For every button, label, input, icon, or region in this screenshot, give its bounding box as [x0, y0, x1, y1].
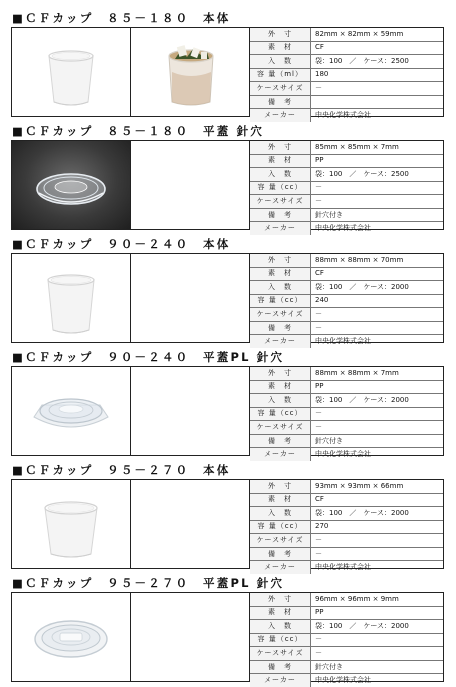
empty-photo-cell — [131, 593, 250, 681]
white-cup-photo — [12, 28, 130, 116]
spec-row — [250, 308, 443, 322]
spec-row — [250, 208, 443, 222]
spec-label: 素 材 — [250, 606, 311, 620]
spec-row — [250, 335, 443, 348]
spec-row — [250, 281, 443, 295]
empty-photo-cell — [131, 367, 250, 455]
spec-value: 袋：100 ／ ケース：2500 — [311, 168, 444, 182]
product-card — [11, 253, 444, 346]
spec-value: 袋：100 ／ ケース：2500 — [311, 55, 444, 69]
section-title: ■ＣＦカップ ８５－１８０ 平蓋 針穴 — [12, 124, 265, 138]
spec-table — [250, 367, 443, 461]
spec-label: 外 寸 — [250, 28, 311, 41]
spec-value: 中央化学株式会社 — [315, 337, 371, 346]
spec-row — [250, 561, 443, 574]
spec-value: － — [311, 534, 444, 548]
spec-label: 入 数 — [250, 55, 311, 69]
spec-value: 針穴付き — [311, 660, 444, 674]
spec-label: メーカー — [250, 222, 311, 235]
spec-label: 入 数 — [250, 394, 311, 408]
spec-row — [250, 294, 443, 308]
spec-row — [250, 28, 443, 41]
product-photo — [12, 141, 131, 229]
clear-lid-photo — [12, 367, 130, 455]
product-photo — [12, 480, 131, 568]
spec-label: 外 寸 — [250, 593, 311, 606]
spec-label: メーカー — [250, 674, 311, 687]
spec-label: 容 量（cc） — [250, 633, 311, 647]
spec-value: － — [311, 547, 444, 561]
spec-row — [250, 593, 443, 606]
spec-row — [250, 660, 443, 674]
spec-label: 外 寸 — [250, 141, 311, 154]
spec-value: 中央化学株式会社 — [315, 111, 371, 120]
spec-row — [250, 68, 443, 82]
product-card — [11, 27, 444, 120]
spec-label: 素 材 — [250, 380, 311, 394]
spec-row — [250, 493, 443, 507]
spec-row — [250, 181, 443, 195]
spec-value: － — [311, 195, 444, 209]
spec-value: 針穴付き — [311, 434, 444, 448]
spec-value: 針穴付き — [311, 208, 444, 222]
spec-value: 180 — [311, 68, 444, 82]
spec-row — [250, 55, 443, 69]
spec-value: － — [311, 308, 444, 322]
spec-label: 備 考 — [250, 547, 311, 561]
spec-value: 中央化学株式会社 — [315, 563, 371, 572]
spec-value: 中央化学株式会社 — [315, 224, 371, 233]
spec-row — [250, 448, 443, 461]
spec-label: 容 量（cc） — [250, 181, 311, 195]
spec-row — [250, 633, 443, 647]
spec-value: 袋：100 ／ ケース：2000 — [311, 281, 444, 295]
spec-value: 96mm × 96mm × 9mm — [311, 593, 444, 606]
spec-label: ケースサイズ — [250, 421, 311, 435]
spec-row — [250, 321, 443, 335]
spec-label: 備 考 — [250, 434, 311, 448]
clear-lid-photo — [12, 141, 130, 229]
spec-label: 容 量（ml） — [250, 68, 311, 82]
spec-label: 備 考 — [250, 321, 311, 335]
white-cup-photo — [12, 480, 130, 568]
spec-label: 入 数 — [250, 620, 311, 634]
spec-label: 入 数 — [250, 281, 311, 295]
empty-photo-cell — [131, 254, 250, 342]
spec-label: 容 量（cc） — [250, 294, 311, 308]
spec-value: － — [311, 647, 444, 661]
spec-row — [250, 480, 443, 493]
spec-label: 備 考 — [250, 660, 311, 674]
spec-table — [250, 480, 443, 574]
spec-label: 素 材 — [250, 41, 311, 55]
spec-value: － — [311, 82, 444, 96]
miso-soup-photo — [131, 28, 249, 116]
spec-row — [250, 606, 443, 620]
spec-value: － — [311, 181, 444, 195]
product-photo — [12, 593, 131, 681]
section-title: ■ＣＦカップ ９０－２４０ 平蓋PL 針穴 — [12, 350, 285, 364]
spec-row — [250, 620, 443, 634]
spec-label: 入 数 — [250, 168, 311, 182]
spec-label: 素 材 — [250, 493, 311, 507]
spec-row — [250, 41, 443, 55]
product-card — [11, 479, 444, 572]
spec-table — [250, 28, 443, 122]
spec-row — [250, 421, 443, 435]
spec-row — [250, 407, 443, 421]
spec-label: ケースサイズ — [250, 647, 311, 661]
spec-row — [250, 95, 443, 109]
spec-label: ケースサイズ — [250, 308, 311, 322]
product-card — [11, 366, 444, 459]
section-title: ■ＣＦカップ ９５－２７０ 本体 — [12, 463, 231, 477]
spec-value: CF — [311, 493, 444, 507]
spec-value: PP — [311, 606, 444, 620]
spec-value: 袋：100 ／ ケース：2000 — [311, 394, 444, 408]
spec-row — [250, 647, 443, 661]
spec-value: PP — [311, 380, 444, 394]
spec-label: メーカー — [250, 561, 311, 574]
spec-value: CF — [311, 41, 444, 55]
spec-label: メーカー — [250, 109, 311, 122]
spec-label: 外 寸 — [250, 480, 311, 493]
clear-lid-photo — [12, 593, 130, 681]
spec-value: 88mm × 88mm × 70mm — [311, 254, 444, 267]
spec-table — [250, 141, 443, 235]
spec-value: 88mm × 88mm × 7mm — [311, 367, 444, 380]
spec-row — [250, 82, 443, 96]
spec-row — [250, 434, 443, 448]
empty-photo-cell — [131, 480, 250, 568]
spec-row — [250, 154, 443, 168]
product-photo — [12, 254, 131, 342]
product-card — [11, 140, 444, 233]
spec-value — [311, 95, 444, 109]
white-cup-photo — [12, 254, 130, 342]
spec-label: 外 寸 — [250, 367, 311, 380]
spec-row — [250, 109, 443, 122]
spec-label: 容 量（cc） — [250, 407, 311, 421]
spec-value: － — [311, 407, 444, 421]
spec-row — [250, 380, 443, 394]
spec-row — [250, 547, 443, 561]
spec-row — [250, 507, 443, 521]
spec-value: 袋：100 ／ ケース：2000 — [311, 620, 444, 634]
spec-label: メーカー — [250, 448, 311, 461]
spec-label: 外 寸 — [250, 254, 311, 267]
spec-label: 備 考 — [250, 95, 311, 109]
spec-value: － — [311, 633, 444, 647]
product-photo — [12, 28, 131, 116]
section-title: ■ＣＦカップ ８５－１８０ 本体 — [12, 11, 231, 25]
spec-value: 270 — [311, 520, 444, 534]
spec-value: 85mm × 85mm × 7mm — [311, 141, 444, 154]
spec-row — [250, 222, 443, 235]
spec-value: 中央化学株式会社 — [315, 676, 371, 685]
section-title: ■ＣＦカップ ９０－２４０ 本体 — [12, 237, 231, 251]
spec-value: 82mm × 82mm × 59mm — [311, 28, 444, 41]
spec-value: 中央化学株式会社 — [315, 450, 371, 459]
spec-value: 240 — [311, 294, 444, 308]
spec-row — [250, 254, 443, 267]
spec-label: 備 考 — [250, 208, 311, 222]
empty-photo-cell — [131, 141, 250, 229]
spec-row — [250, 195, 443, 209]
spec-row — [250, 168, 443, 182]
spec-label: 素 材 — [250, 267, 311, 281]
section-title: ■ＣＦカップ ９５－２７０ 平蓋PL 針穴 — [12, 576, 285, 590]
spec-row — [250, 367, 443, 380]
spec-value: 袋：100 ／ ケース：2000 — [311, 507, 444, 521]
spec-label: ケースサイズ — [250, 195, 311, 209]
spec-table — [250, 593, 443, 687]
product-card — [11, 592, 444, 685]
spec-row — [250, 534, 443, 548]
spec-label: 入 数 — [250, 507, 311, 521]
spec-value: CF — [311, 267, 444, 281]
spec-label: 素 材 — [250, 154, 311, 168]
spec-label: ケースサイズ — [250, 82, 311, 96]
food-photo-cell — [131, 28, 250, 116]
spec-table — [250, 254, 443, 348]
spec-row — [250, 141, 443, 154]
spec-label: メーカー — [250, 335, 311, 348]
spec-label: 容 量（cc） — [250, 520, 311, 534]
spec-row — [250, 394, 443, 408]
spec-value: 93mm × 93mm × 66mm — [311, 480, 444, 493]
spec-row — [250, 267, 443, 281]
spec-value: － — [311, 321, 444, 335]
spec-label: ケースサイズ — [250, 534, 311, 548]
spec-value: PP — [311, 154, 444, 168]
spec-value: － — [311, 421, 444, 435]
spec-row — [250, 520, 443, 534]
product-photo — [12, 367, 131, 455]
